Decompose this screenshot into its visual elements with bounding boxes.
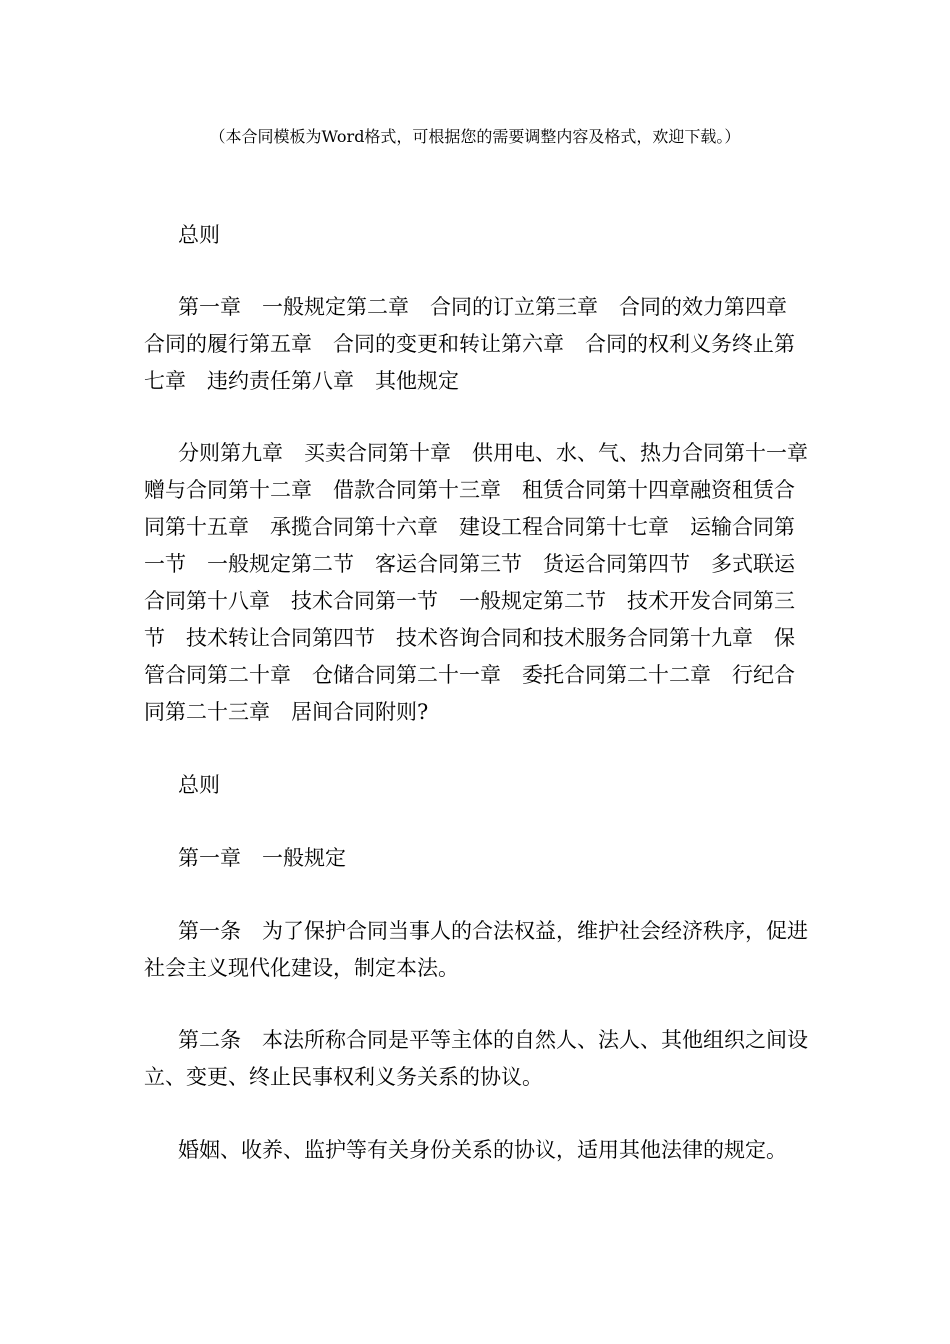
chapter-heading: 第一章 一般规定	[178, 846, 346, 870]
toc-specific-chapters: 分则第九章 买卖合同第十章 供用电、水、气、热力合同第十一章 赠与合同第十二章 借款合同第十三章 租赁合同第十四章融资租赁合同第十五章 承揽合同第十六章 建设工程合同第十七章 运输合同第一节 一般规定第二节 客运合同第三节 货运合同第四节 多式联运合同第十八章 技术合同第一节 一般规定第二节 技术开发合同第三节 技术转让合同第四节 技术咨询合同和技术服务合同第十九章 保管合同第二十章 仓储合同第二十一章 委托合同第二十二章 行纪合同第二十三章 居间合同附则?	[144, 441, 829, 724]
article-2-clause: 婚姻、收养、监护等有关身份关系的协议，适用其他法律的规定。	[178, 1138, 787, 1162]
toc-general-chapters: 第一章 一般规定第二章 合同的订立第三章 合同的效力第四章 合同的履行第五章 合同的变更和转让第六章 合同的权利义务终止第七章 违约责任第八章 其他规定	[144, 295, 808, 393]
section-heading-general-2: 总则	[178, 773, 220, 797]
article-1: 第一条 为了保护合同当事人的合法权益，维护社会经济秩序，促进社会主义现代化建设，制定本法。	[144, 919, 808, 980]
template-note: （本合同模板为Word格式，可根据您的需要调整内容及格式，欢迎下载。）	[209, 127, 741, 146]
article-2: 第二条 本法所称合同是平等主体的自然人、法人、其他组织之间设立、变更、终止民事权利义务关系的协议。	[144, 1028, 808, 1089]
section-heading-general: 总则	[178, 223, 220, 247]
